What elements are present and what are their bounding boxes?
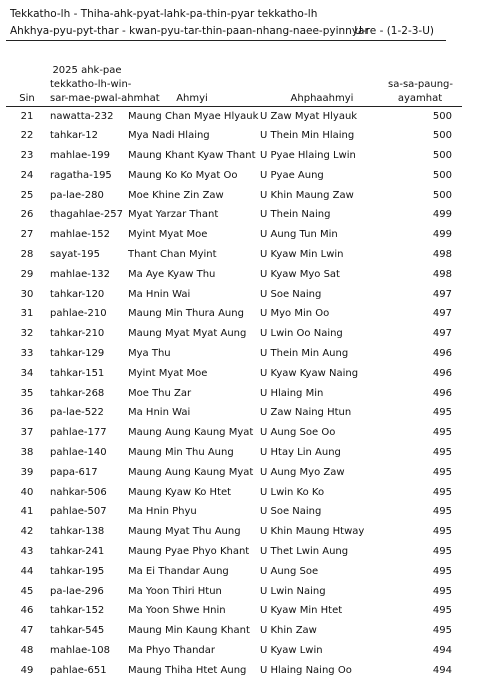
cell-roll-number: ragatha-195	[50, 169, 112, 181]
cell-father-name: U Kyaw Lwin	[260, 644, 323, 656]
cell-no: 36	[20, 407, 34, 419]
table-row	[6, 423, 462, 443]
cell-no: 37	[20, 427, 34, 439]
cell-student-name: Maung Khant Kyaw Thant	[128, 149, 256, 161]
cell-no: 38	[20, 446, 34, 458]
cell-no: 48	[20, 644, 34, 656]
cell-no: 34	[20, 367, 34, 379]
header-reference: U-re - (1-2-3-U)	[354, 25, 434, 37]
cell-student-name: Ma Yoon Thiri Htun	[128, 585, 222, 597]
cell-father-name: U Soe Naing	[260, 506, 322, 518]
cell-marks: 500	[432, 149, 452, 161]
cell-no: 28	[20, 248, 34, 260]
cell-father-name: U Zaw Naing Htun	[260, 407, 352, 419]
cell-no: 29	[20, 268, 34, 280]
cell-student-name: Maung Pyae Phyo Khant	[128, 545, 250, 557]
table-body	[6, 106, 462, 680]
cell-student-name: Ma Phyo Thandar	[128, 644, 216, 656]
col-header-roll	[48, 40, 160, 106]
cell-marks: 500	[432, 189, 452, 201]
cell-roll-number: nawatta-232	[50, 110, 114, 122]
cell-student-name: Maung Aung Kaung Myat	[128, 466, 254, 478]
table-row	[6, 225, 462, 245]
cell-father-name: U Khin Maung Zaw	[260, 189, 354, 201]
cell-marks: 500	[432, 110, 452, 122]
cell-marks: 497	[432, 328, 452, 340]
table-header	[6, 40, 462, 106]
col-header-no: Sin	[6, 40, 48, 106]
cell-father-name: U Lwin Oo Naing	[260, 328, 343, 340]
table-row	[6, 363, 462, 383]
cell-no: 46	[20, 605, 34, 617]
table-row	[6, 146, 462, 166]
cell-student-name: Myint Myat Moe	[128, 229, 208, 241]
cell-marks: 495	[432, 446, 452, 458]
cell-father-name: U Aung Soe Oo	[260, 427, 336, 439]
cell-father-name: U Kyaw Myo Sat	[260, 268, 340, 280]
cell-student-name: Moe Thu Zar	[128, 387, 192, 399]
cell-student-name: Ma Yoon Shwe Hnin	[128, 605, 226, 617]
table-row	[6, 443, 462, 463]
table-row	[6, 581, 462, 601]
cell-roll-number: pa-lae-522	[50, 407, 104, 419]
cell-roll-number: pahlae-210	[50, 308, 107, 320]
cell-marks: 498	[432, 248, 452, 260]
cell-roll-number: tahkar-195	[50, 565, 105, 577]
document-title: Tekkatho-lh - Thiha-ahk-pyat-lahk-pa-thin-pyar tekkatho-lh	[10, 8, 318, 20]
cell-father-name: U Zaw Myat Hlyauk	[260, 110, 358, 122]
cell-student-name: Maung Min Thu Aung	[128, 446, 234, 458]
table-row	[6, 304, 462, 324]
cell-roll-number: pahlae-651	[50, 664, 107, 676]
cell-no: 43	[20, 545, 34, 557]
cell-marks: 496	[432, 387, 452, 399]
table-row	[6, 106, 462, 126]
cell-student-name: Ma Aye Kyaw Thu	[128, 268, 216, 280]
cell-marks: 495	[432, 526, 452, 538]
cell-roll-number: tahkar-138	[50, 526, 105, 538]
cell-marks: 495	[432, 466, 452, 478]
cell-marks: 496	[432, 347, 452, 359]
table-row	[6, 522, 462, 542]
cell-father-name: U Pyae Hlaing Lwin	[260, 149, 356, 161]
cell-roll-number: thagahlae-257	[50, 209, 123, 221]
col-header-father: Ahphaahmyi	[258, 40, 386, 106]
cell-father-name: U Soe Naing	[260, 288, 322, 300]
results-table	[6, 40, 462, 680]
cell-no: 30	[20, 288, 34, 300]
table-row	[6, 482, 462, 502]
cell-student-name: Maung Min Kaung Khant	[128, 625, 250, 637]
cell-father-name: U Htay Lin Aung	[260, 446, 341, 458]
cell-student-name: Mya Nadi Hlaing	[128, 130, 210, 142]
table-row	[6, 324, 462, 344]
cell-marks: 497	[432, 288, 452, 300]
table-row	[6, 502, 462, 522]
cell-no: 22	[20, 130, 34, 142]
cell-marks: 494	[432, 644, 452, 656]
cell-roll-number: tahkar-152	[50, 605, 105, 617]
cell-student-name: Maung Min Thura Aung	[128, 308, 244, 320]
cell-student-name: Maung Chan Myae Hlyauk	[128, 110, 259, 122]
cell-student-name: Ma Ei Thandar Aung	[128, 565, 229, 577]
cell-roll-number: pa-lae-296	[50, 585, 104, 597]
table-row	[6, 126, 462, 146]
cell-roll-number: tahkar-210	[50, 328, 105, 340]
table-row	[6, 264, 462, 284]
cell-roll-number: tahkar-545	[50, 625, 105, 637]
cell-no: 40	[20, 486, 34, 498]
cell-no: 42	[20, 526, 34, 538]
cell-student-name: Mya Thu	[128, 347, 171, 359]
cell-father-name: U Thein Min Aung	[260, 347, 349, 359]
table-row	[6, 383, 462, 403]
cell-student-name: Ma Hnin Wai	[128, 407, 191, 419]
cell-no: 24	[20, 169, 34, 181]
cell-no: 21	[20, 110, 34, 122]
cell-father-name: U Aung Myo Zaw	[260, 466, 345, 478]
cell-roll-number: nahkar-506	[50, 486, 107, 498]
cell-roll-number: sayat-195	[50, 248, 100, 260]
cell-student-name: Maung Thiha Htet Aung	[128, 664, 247, 676]
table-row	[6, 245, 462, 265]
cell-father-name: U Lwin Naing	[260, 585, 326, 597]
table-row	[6, 601, 462, 621]
table-row	[6, 542, 462, 562]
cell-roll-number: pa-lae-280	[50, 189, 104, 201]
table-row	[6, 462, 462, 482]
cell-father-name: U Thein Naing	[260, 209, 331, 221]
cell-father-name: U Khin Zaw	[260, 625, 317, 637]
cell-no: 45	[20, 585, 34, 597]
table-row	[6, 185, 462, 205]
cell-no: 32	[20, 328, 34, 340]
table-row	[6, 561, 462, 581]
cell-marks: 496	[432, 367, 452, 379]
cell-marks: 495	[432, 427, 452, 439]
cell-roll-number: mahlae-152	[50, 229, 110, 241]
cell-roll-number: tahkar-12	[50, 130, 98, 142]
table-row	[6, 621, 462, 641]
cell-roll-number: tahkar-268	[50, 387, 105, 399]
cell-roll-number: mahlae-108	[50, 644, 110, 656]
cell-father-name: U Kyaw Min Htet	[260, 605, 343, 617]
cell-student-name: Thant Chan Myint	[128, 248, 217, 260]
table-row	[6, 403, 462, 423]
cell-no: 26	[20, 209, 34, 221]
cell-student-name: Maung Ko Ko Myat Oo	[128, 169, 238, 181]
cell-student-name: Maung Myat Thu Aung	[128, 526, 241, 538]
cell-roll-number: mahlae-132	[50, 268, 110, 280]
col-header-marks-line2: ayamhat	[397, 92, 443, 104]
cell-marks: 495	[432, 605, 452, 617]
cell-roll-number: tahkar-241	[50, 545, 105, 557]
cell-roll-number: mahlae-199	[50, 149, 110, 161]
cell-student-name: Maung Kyaw Ko Htet	[128, 486, 232, 498]
table-row	[6, 641, 462, 661]
col-header-name: Ahmyi	[126, 40, 258, 106]
cell-father-name: U Khin Maung Htway	[260, 526, 365, 538]
cell-marks: 495	[432, 506, 452, 518]
cell-marks: 495	[432, 407, 452, 419]
cell-student-name: Maung Aung Kaung Myat	[128, 427, 254, 439]
cell-no: 49	[20, 664, 34, 676]
cell-father-name: U Hlaing Min	[260, 387, 324, 399]
cell-no: 35	[20, 387, 34, 399]
cell-father-name: U Aung Soe	[260, 565, 319, 577]
cell-father-name: U Myo Min Oo	[260, 308, 330, 320]
cell-marks: 497	[432, 308, 452, 320]
cell-roll-number: pahlae-507	[50, 506, 107, 518]
cell-roll-number: pahlae-177	[50, 427, 107, 439]
header-row	[6, 40, 462, 106]
cell-no: 33	[20, 347, 34, 359]
cell-student-name: Ma Hnin Phyu	[128, 506, 197, 518]
cell-student-name: Myint Myat Moe	[128, 367, 208, 379]
document-subtitle: Ahkhya-pyu-pyt-thar - kwan-pyu-tar-thin-paan-nhang-naee-pyinnyar	[10, 25, 369, 37]
cell-roll-number: tahkar-151	[50, 367, 105, 379]
cell-no: 23	[20, 149, 34, 161]
table-row	[6, 344, 462, 364]
cell-roll-number: tahkar-120	[50, 288, 105, 300]
table-row	[6, 165, 462, 185]
cell-marks: 499	[432, 229, 452, 241]
table-row	[6, 660, 462, 680]
cell-marks: 495	[432, 585, 452, 597]
cell-student-name: Myat Yarzar Thant	[128, 209, 219, 221]
cell-roll-number: papa-617	[50, 466, 98, 478]
cell-roll-number: pahlae-140	[50, 446, 107, 458]
col-header-roll-line2: tekkatho-lh-win-	[50, 78, 132, 90]
cell-no: 25	[20, 189, 34, 201]
cell-marks: 495	[432, 625, 452, 637]
cell-marks: 495	[432, 486, 452, 498]
col-header-marks-line1: sa-sa-paung-	[388, 78, 453, 90]
cell-marks: 499	[432, 209, 452, 221]
cell-marks: 495	[432, 565, 452, 577]
cell-student-name: Moe Khine Zin Zaw	[128, 189, 224, 201]
cell-father-name: U Lwin Ko Ko	[260, 486, 325, 498]
cell-no: 27	[20, 229, 34, 241]
cell-no: 47	[20, 625, 34, 637]
cell-marks: 495	[432, 545, 452, 557]
cell-no: 39	[20, 466, 34, 478]
col-header-marks	[386, 40, 462, 106]
cell-father-name: U Thein Min Hlaing	[260, 130, 355, 142]
cell-father-name: U Hlaing Naing Oo	[260, 664, 352, 676]
table-row	[6, 205, 462, 225]
cell-marks: 498	[432, 268, 452, 280]
col-header-roll-line1: 2025 ahk-pae	[52, 64, 122, 76]
cell-marks: 500	[432, 130, 452, 142]
cell-father-name: U Pyae Aung	[260, 169, 324, 181]
col-header-roll-line3: sar-mae-pwal-ahmhat	[50, 92, 160, 104]
cell-father-name: U Aung Tun Min	[260, 229, 338, 241]
cell-marks: 500	[432, 169, 452, 181]
cell-no: 44	[20, 565, 34, 577]
cell-father-name: U Thet Lwin Aung	[260, 545, 349, 557]
table-row	[6, 284, 462, 304]
cell-father-name: U Kyaw Kyaw Naing	[260, 367, 359, 379]
cell-student-name: Ma Hnin Wai	[128, 288, 191, 300]
cell-no: 41	[20, 506, 34, 518]
cell-no: 31	[20, 308, 34, 320]
cell-father-name: U Kyaw Min Lwin	[260, 248, 344, 260]
cell-roll-number: tahkar-129	[50, 347, 105, 359]
cell-student-name: Maung Myat Myat Aung	[128, 328, 247, 340]
cell-marks: 494	[432, 664, 452, 676]
